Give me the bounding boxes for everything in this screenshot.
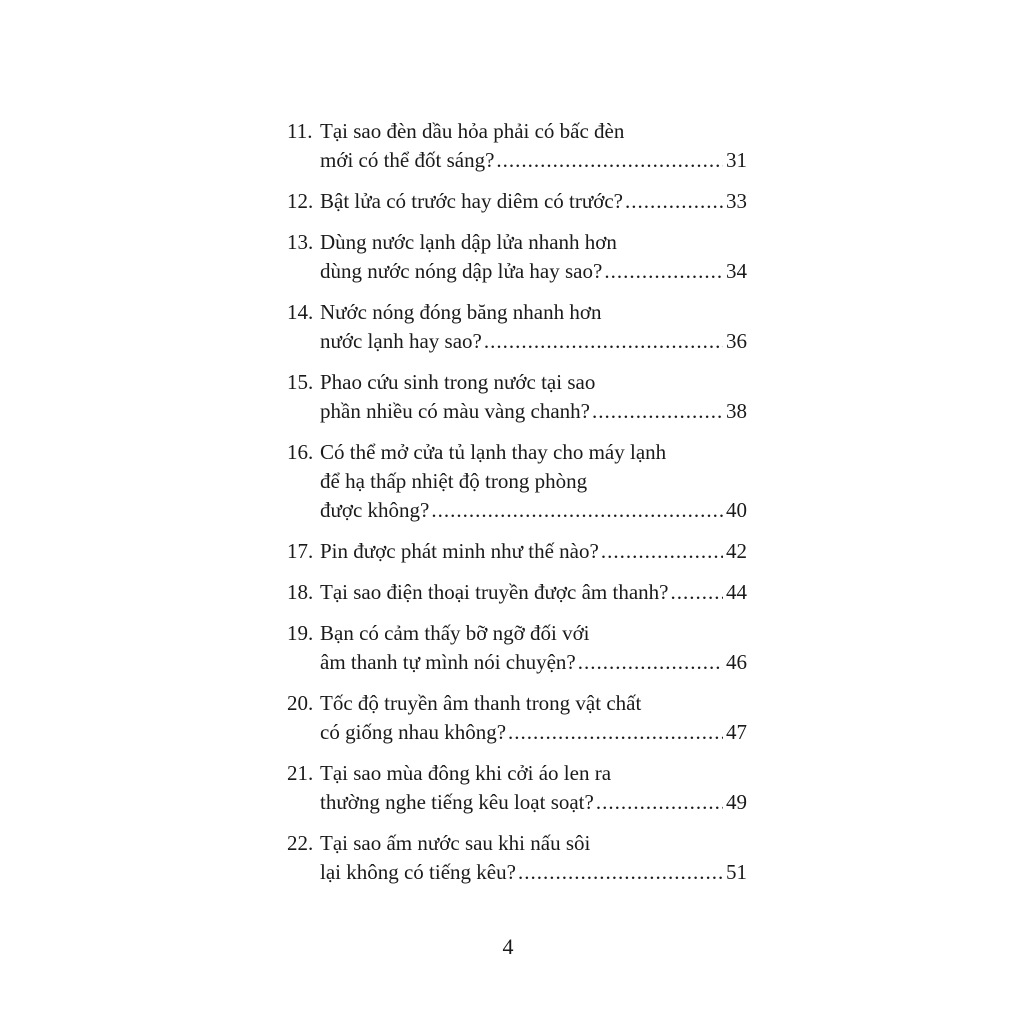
entry-title-line: Bạn có cảm thấy bỡ ngỡ đối với: [320, 621, 590, 645]
dot-leader: [592, 397, 723, 426]
toc-entry: [287, 228, 747, 286]
entry-number: 11.: [287, 119, 313, 143]
entry-title-line: phần nhiều có màu vàng chanh?: [320, 399, 590, 423]
entry-number: 13.: [287, 230, 314, 254]
entry-page-number: 49: [726, 790, 747, 814]
toc-entry: [287, 438, 747, 525]
entry-title-line: mới có thể đốt sáng?: [320, 148, 495, 172]
toc-entry: [287, 368, 747, 426]
entry-title-line: Phao cứu sinh trong nước tại sao: [320, 370, 596, 394]
entry-title-line: Nước nóng đóng băng nhanh hơn: [320, 300, 602, 324]
entry-page-number: 42: [726, 539, 747, 563]
entry-title-line: nước lạnh hay sao?: [320, 329, 482, 353]
dot-leader: [578, 648, 723, 677]
entry-title-line: được không?: [320, 498, 430, 522]
entry-title-line: Có thể mở cửa tủ lạnh thay cho máy lạnh: [320, 440, 667, 464]
entry-number: 21.: [287, 761, 314, 785]
entry-title-line: Bật lửa có trước hay diêm có trước?: [320, 189, 623, 213]
entry-number: 15.: [287, 370, 314, 394]
table-of-contents: [287, 117, 747, 887]
entry-page-number: 46: [726, 650, 747, 674]
entry-title-line: có giống nhau không?: [320, 720, 507, 744]
entry-number: 16.: [287, 440, 314, 464]
dot-leader: [508, 718, 723, 747]
entry-title-line: lại không có tiếng kêu?: [320, 860, 516, 884]
entry-number: 12.: [287, 189, 314, 213]
dot-leader: [604, 257, 723, 286]
entry-title-line: Tốc độ truyền âm thanh trong vật chất: [320, 691, 642, 715]
dot-leader: [670, 578, 723, 607]
toc-entry: [287, 619, 747, 677]
entry-page-number: 33: [726, 189, 747, 213]
entry-page-number: 40: [726, 498, 747, 522]
toc-entry: [287, 759, 747, 817]
dot-leader: [601, 537, 723, 566]
entry-page-number: 34: [726, 259, 747, 283]
entry-page-number: 47: [726, 720, 747, 744]
entry-number: 22.: [287, 831, 314, 855]
dot-leader: [484, 327, 723, 356]
entry-title-line: Dùng nước lạnh dập lửa nhanh hơn: [320, 230, 617, 254]
entry-page-number: 51: [726, 860, 747, 884]
toc-entry: [287, 578, 747, 607]
entry-page-number: 36: [726, 329, 747, 353]
entry-title-line: âm thanh tự mình nói chuyện?: [320, 650, 576, 674]
dot-leader: [596, 788, 723, 817]
entry-title-line: thường nghe tiếng kêu loạt soạt?: [320, 790, 594, 814]
page-number: 4: [502, 934, 514, 959]
dot-leader: [625, 187, 723, 216]
entry-title-line: dùng nước nóng dập lửa hay sao?: [320, 259, 603, 283]
toc-entry: [287, 537, 747, 566]
entry-title-line: Pin được phát minh như thế nào?: [320, 539, 599, 563]
entry-title-line: Tại sao ấm nước sau khi nấu sôi: [320, 831, 591, 855]
entry-number: 19.: [287, 621, 314, 645]
toc-entry: [287, 117, 747, 175]
dot-leader: [496, 146, 723, 175]
entry-title-line: để hạ thấp nhiệt độ trong phòng: [320, 469, 588, 493]
entry-number: 14.: [287, 300, 314, 324]
entry-number: 18.: [287, 580, 314, 604]
entry-number: 17.: [287, 539, 314, 563]
entry-title-line: Tại sao điện thoại truyền được âm thanh?: [320, 580, 669, 604]
dot-leader: [518, 858, 723, 887]
entry-number: 20.: [287, 691, 314, 715]
toc-entry: [287, 689, 747, 747]
entry-page-number: 31: [726, 148, 747, 172]
entry-title-line: Tại sao đèn dầu hỏa phải có bấc đèn: [320, 119, 625, 143]
entry-page-number: 38: [726, 399, 747, 423]
entry-page-number: 44: [726, 580, 747, 604]
toc-entry: [287, 187, 747, 216]
toc-entry: [287, 829, 747, 887]
entry-title-line: Tại sao mùa đông khi cởi áo len ra: [320, 761, 612, 785]
toc-entry: [287, 298, 747, 356]
dot-leader: [431, 496, 723, 525]
